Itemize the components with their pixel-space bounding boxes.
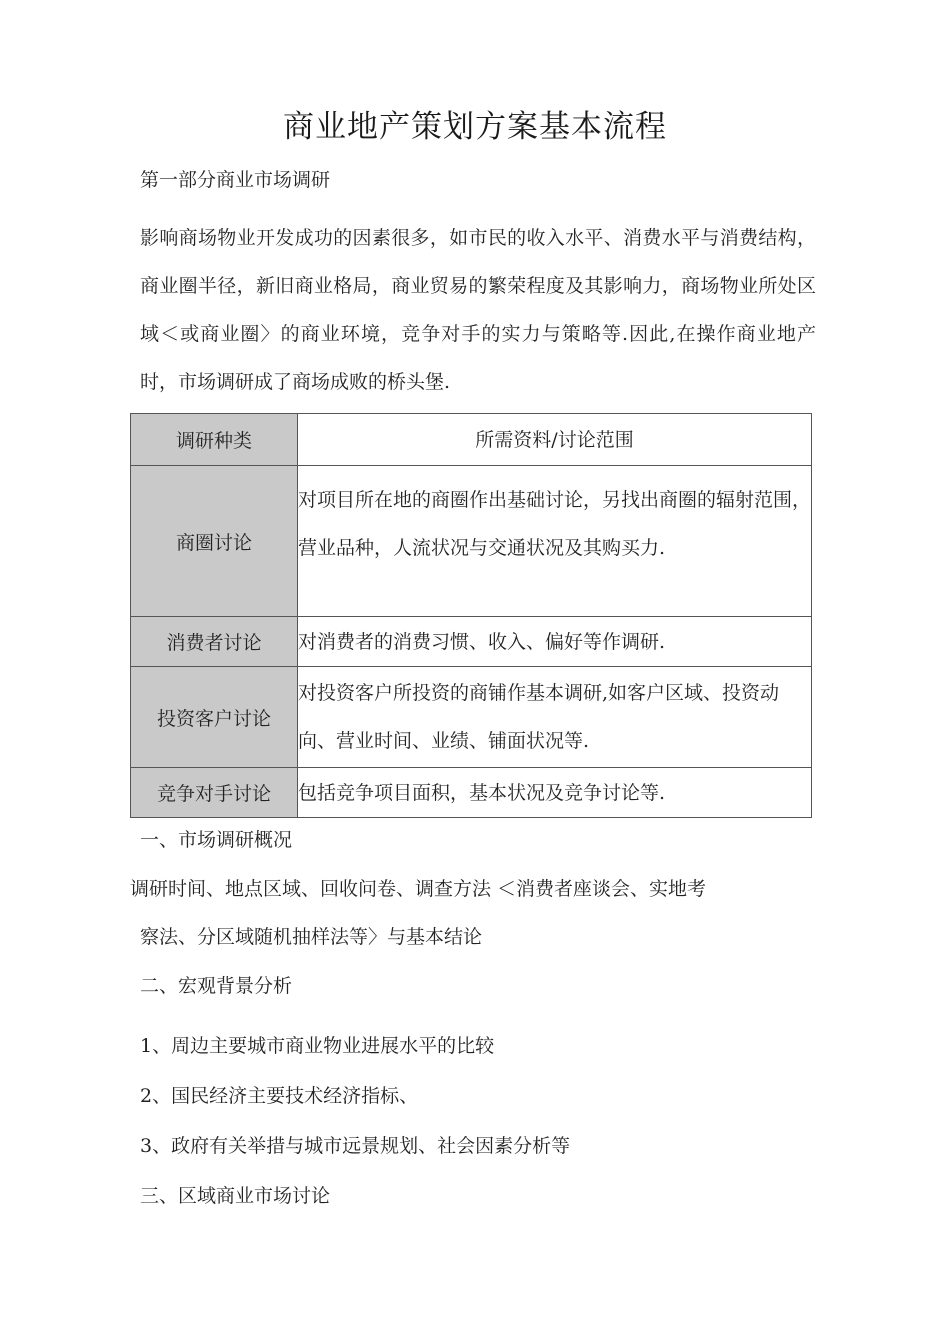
row-type-cell: 商圈讨论 [131, 466, 298, 617]
row-scope-cell: 对项目所在地的商圈作出基础讨论，另找出商圈的辐射范围，营业品种，人流状况与交通状况及其购买力. [298, 466, 812, 617]
row-type-cell: 消费者讨论 [131, 617, 298, 667]
table-header-row [131, 414, 812, 466]
row-type-cell: 投资客户讨论 [131, 667, 298, 768]
regional-heading: 三、区域商业市场讨论 [140, 1185, 331, 1207]
header-cell-scope: 所需资料/讨论范围 [298, 414, 812, 466]
macro-heading: 二、宏观背景分析 [140, 975, 293, 997]
table-row [131, 466, 812, 617]
section-heading-part1: 第一部分商业市场调研 [140, 169, 331, 191]
row-type-cell: 竞争对手讨论 [131, 768, 298, 818]
macro-item: 1、周边主要城市商业物业进展水平的比较 [140, 1035, 495, 1057]
overview-heading: 一、市场调研概况 [140, 829, 293, 851]
row-scope-cell: 对投资客户所投资的商铺作基本调研,如客户区域、投资动向、营业时间、业绩、铺面状况等. [298, 667, 812, 768]
macro-item: 2、国民经济主要技术经济指标、 [140, 1085, 419, 1107]
table-row [131, 667, 812, 768]
research-table [130, 413, 812, 818]
header-cell-type: 调研种类 [131, 414, 298, 466]
intro-paragraph: 影响商场物业开发成功的因素很多，如市民的收入水平、消费水平与消费结构，商业圈半径，新旧商业格局，商业贸易的繁荣程度及其影响力，商场物业所处区域＜或商业圈〉的商业环境，竞争对手的实力与策略等.因此,在操作商业地产时，市场调研成了商场成败的桥头堡. [140, 227, 816, 393]
macro-item: 3、政府有关举措与城市远景规划、社会因素分析等 [140, 1135, 571, 1157]
table-row [131, 617, 812, 667]
row-scope-cell: 包括竞争项目面积，基本状况及竞争讨论等. [298, 768, 812, 818]
overview-line-1: 调研时间、地点区域、回收问卷、调查方法 ＜消费者座谈会、实地考 [130, 878, 707, 900]
overview-line-2: 察法、分区域随机抽样法等〉与基本结论 [140, 926, 483, 948]
table-row [131, 768, 812, 818]
row-scope-cell: 对消费者的消费习惯、收入、偏好等作调研. [298, 617, 812, 667]
document-title: 商业地产策划方案基本流程 [283, 109, 667, 145]
